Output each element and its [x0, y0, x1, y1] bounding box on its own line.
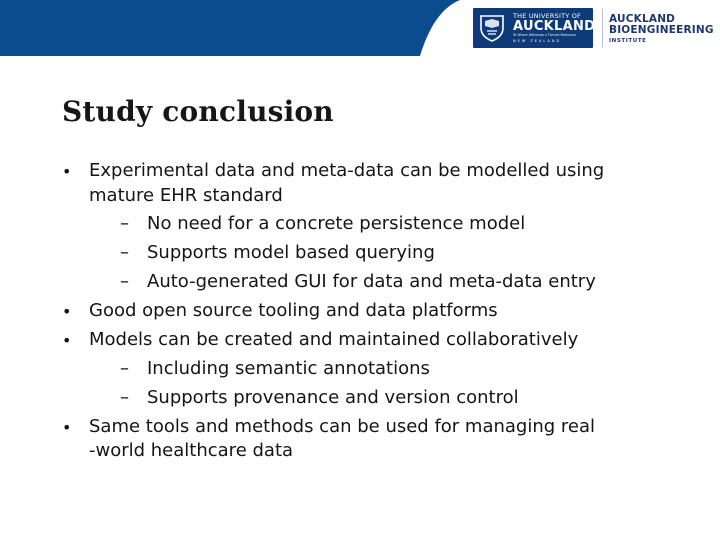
- bullet-marker: •: [62, 302, 72, 321]
- sub-bullet-marker: –: [120, 387, 129, 408]
- sub-bullet-marker: –: [120, 242, 129, 263]
- slide-title: Study conclusion: [62, 95, 334, 128]
- university-name: AUCKLAND: [513, 19, 596, 34]
- crest-icon: [479, 14, 505, 42]
- institute-logo: [609, 14, 714, 44]
- university-maori-line: Te Whare Wānanga o Tāmaki Makaurau: [513, 33, 577, 37]
- sub-bullet-marker: –: [120, 213, 129, 234]
- sub-bullet-text: Including semantic annotations: [147, 358, 430, 379]
- university-country: NEW ZEALAND: [513, 39, 562, 43]
- header-banner: [0, 0, 460, 56]
- bullet-text: Good open source tooling and data platforms: [89, 300, 498, 321]
- bullet-marker: •: [62, 418, 72, 437]
- university-logo: [473, 8, 596, 48]
- sub-bullet-marker: –: [120, 358, 129, 379]
- institute-line-3: INSTITUTE: [609, 38, 647, 44]
- bullet-text: Models can be created and maintained collaboratively: [89, 329, 579, 350]
- sub-bullet-text: Supports model based querying: [147, 242, 435, 263]
- sub-bullet-marker: –: [120, 271, 129, 292]
- bullet-text: -world healthcare data: [89, 440, 294, 461]
- logo-divider: [602, 9, 603, 47]
- university-top-line: THE UNIVERSITY OF: [513, 12, 581, 20]
- institute-line-2: BIOENGINEERING: [609, 24, 714, 36]
- bullet-text: mature EHR standard: [89, 185, 283, 206]
- bullet-marker: •: [62, 331, 72, 350]
- institute-line-1: AUCKLAND: [609, 13, 676, 25]
- bullet-marker: •: [62, 162, 72, 181]
- bullet-text: Experimental data and meta-data can be modelled using: [89, 160, 605, 181]
- sub-bullet-text: Auto-generated GUI for data and meta-data entry: [147, 271, 596, 292]
- bullet-text: Same tools and methods can be used for managing real: [89, 416, 596, 437]
- sub-bullet-text: No need for a concrete persistence model: [147, 213, 526, 234]
- sub-bullet-text: Supports provenance and version control: [147, 387, 519, 408]
